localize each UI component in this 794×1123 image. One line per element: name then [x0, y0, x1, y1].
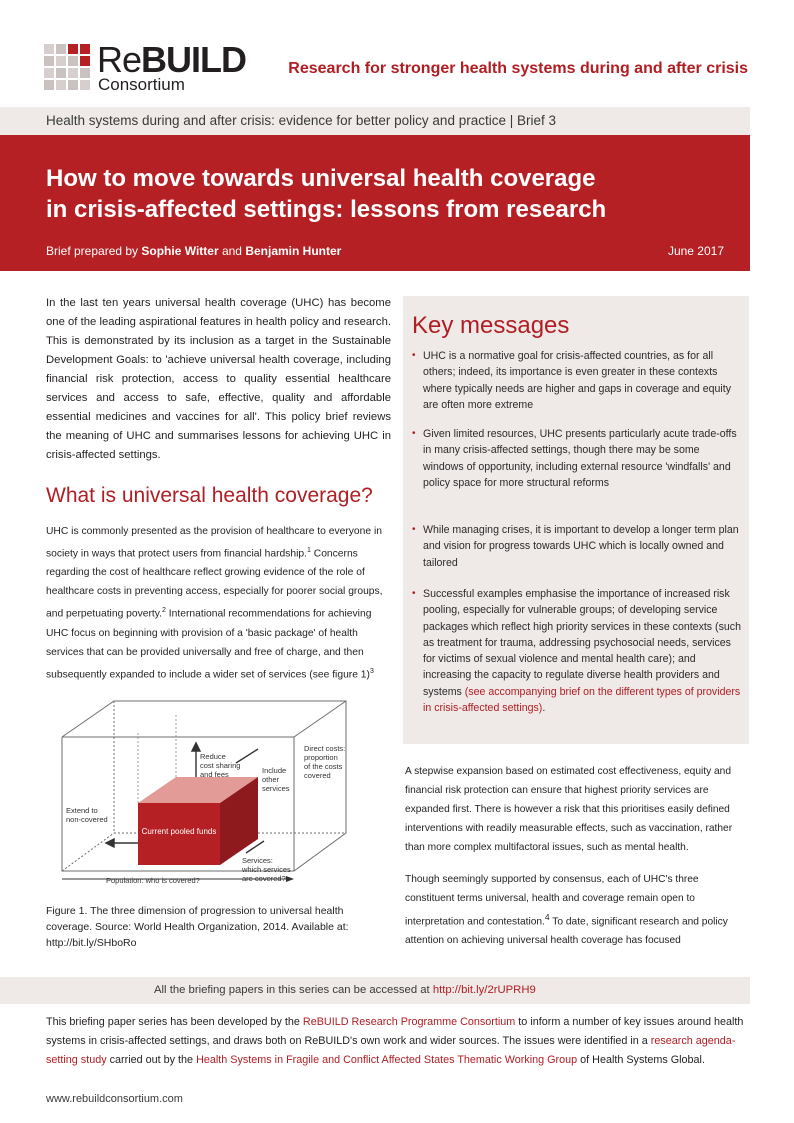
footer-text-4: of Health Systems Global. — [577, 1054, 705, 1066]
series-label: Health systems during and after crisis: evidence for better policy and practice | Brief 3 — [46, 113, 556, 128]
fig-reduce-1: Reduce — [200, 752, 226, 761]
caption-source: Source: World Health Organization, 2014. Available at: http://bit.ly/SHboRo — [46, 921, 349, 949]
fig-direct-4: covered — [304, 771, 331, 780]
fig-include-1: Include — [262, 766, 287, 775]
bullet-icon: • — [412, 350, 416, 361]
access-text — [154, 984, 536, 996]
fig-direct-3: of the costs — [304, 762, 343, 771]
fig-extend-2: non-covered — [66, 815, 108, 824]
title-line-2: in crisis-affected settings: lessons from research — [46, 196, 607, 223]
providers-brief-link[interactable]: (see accompanying brief on the different types of providers in crisis-affected settings) — [423, 685, 741, 715]
figure-caption — [46, 903, 391, 951]
footer-paragraph — [46, 1013, 746, 1070]
page-title — [46, 163, 696, 225]
uhc-cube-figure — [46, 693, 386, 893]
agenda-setting-study-link[interactable]: research agenda-setting study — [46, 1035, 736, 1066]
para1-b: Concerns regarding the cost of healthcare reflect growing evidence of the role of healthcare costs in preventing access, especially for poorer social groups, and perpetuating poverty. — [46, 548, 383, 620]
key-messages-title: Key messages — [412, 312, 570, 339]
rebuild-logo — [44, 39, 247, 94]
logo-grid-icon — [44, 44, 92, 92]
consensus-paragraph — [405, 870, 745, 950]
fig-services-1: Services: — [242, 856, 273, 865]
bullet-icon: • — [412, 588, 416, 599]
key-message-item — [412, 348, 743, 413]
logo-re: Re — [97, 39, 142, 80]
footer-text-2: to inform a number of key issues around health systems in crisis-affected settings, and draws both on ReBUILD's own work and wider sources. The issues were identified in a — [46, 1016, 744, 1047]
publication-date: June 2017 — [667, 244, 724, 258]
bullet-icon: • — [412, 428, 416, 439]
key-message-item — [412, 522, 743, 571]
author-1: Sophie Witter — [141, 244, 219, 258]
footnote-ref-3: 3 — [369, 667, 374, 675]
key-message-text: Successful examples emphasise the importance of increased risk pooling, especially for vulnerable groups; of developing service packages which reflect high priority services in these contexts (such as treatment for trauma, addressing psychosocial needs, services for victims of sexual violence and mental health care); and increasing the capacity to regulate diverse health providers and systems — [423, 588, 741, 698]
logo-wordmark — [97, 39, 247, 80]
section-heading: What is universal health coverage? — [46, 484, 373, 507]
access-label: All the briefing papers in this series can be accessed at — [154, 984, 433, 996]
stepwise-paragraph: A stepwise expansion based on estimated cost effectiveness, equity and financial risk protection can ensure that highest priority services are expanded first. There is however a risk that this prioritises easily defined interventions with readily measurable effects, such as vaccination, rather than more complex multifactoral issues, such as mental health. — [405, 766, 733, 853]
series-band — [0, 107, 750, 135]
byline — [46, 244, 341, 258]
author-2: Benjamin Hunter — [245, 244, 342, 258]
para3-b: To date, significant research and policy attention on achieving universal health coverage has focused — [405, 916, 728, 947]
fig-current-pooled: Current pooled funds — [141, 827, 217, 836]
access-band — [0, 977, 750, 1004]
key-message-text: Given limited resources, UHC presents particularly acute trade-offs in many crisis-affected settings, though there may be some windows of opportunity, including external resource 'windfalls' and policy space for more structural reforms — [423, 428, 737, 489]
bullet-icon: • — [412, 524, 416, 535]
key-message-item — [412, 586, 743, 716]
para1-c: International recommendations for achieving UHC focus on beginning with provision of a 'basic package' of health services that can be provided universally and free of charge, and then subsequently expanded to include a wider set of services (see figure 1) — [46, 608, 372, 681]
tagline: Research for stronger health systems during and after crisis — [288, 60, 748, 77]
footnote-ref-2: 2 — [162, 607, 166, 615]
fig-extend-1: Extend to — [66, 806, 98, 815]
key-messages-box — [403, 296, 749, 744]
fig-services-3: are covered? — [242, 874, 286, 883]
fig-include-3: services — [262, 784, 290, 793]
website-url[interactable]: www.rebuildconsortium.com — [46, 1093, 183, 1105]
key-message-text: While managing crises, it is important to develop a longer term plan and vision for progress towards UHC which is locally owned and tailored — [423, 524, 739, 569]
fig-direct-1: Direct costs: — [304, 744, 346, 753]
fig-services-2: which services — [242, 865, 291, 874]
fig-reduce-3: and fees — [200, 770, 229, 779]
title-band — [0, 135, 750, 271]
logo-subtitle: Consortium — [98, 75, 185, 94]
fig-population: Population: who is covered? — [106, 876, 200, 885]
para1-a: UHC is commonly presented as the provision of healthcare to everyone in society in ways that protect users from financial hardship. — [46, 526, 382, 560]
caption-lead: Figure 1. The three dimension of progression to universal health coverage. — [46, 905, 344, 933]
key-message-item — [412, 426, 743, 491]
title-line-1: How to move towards universal health coverage — [46, 165, 596, 192]
fig-include-2: other — [262, 775, 280, 784]
footnote-ref-1: 1 — [306, 547, 311, 554]
key-message-text: UHC is a normative goal for crisis-affected countries, as for all others; indeed, its importance is even greater in these contexts where typically needs are higher and gaps in coverage and equity are often more extreme — [423, 350, 732, 411]
logo-build: BUILD — [141, 39, 247, 80]
byline-and: and — [218, 244, 246, 258]
footer-text-3: carried out by the — [106, 1054, 197, 1066]
briefing-papers-link[interactable]: http://bit.ly/2rUPRH9 — [432, 984, 536, 996]
footer-text-1: This briefing paper series has been developed by the — [46, 1016, 303, 1028]
rebuild-consortium-link[interactable]: ReBUILD Research Programme Consortium — [302, 1016, 516, 1028]
para3-a: Though seemingly supported by consensus, each of UHC's three constituent terms universal, health and coverage remain open to interpretation and contestation. — [405, 874, 699, 928]
intro-paragraph: In the last ten years universal health coverage (UHC) has become one of the leading aspirational features in health policy and research. This is demonstrated by its inclusion as a target in the Sustainable Development Goals: to 'achieve universal health coverage, including financial risk protection, access to quality essential healthcare services and access to safe, effective, quality and affordable essential medicines and vaccines for all'. This policy brief reviews the meaning of UHC and summarises lessons for achieving UHC in crisis-affected settings. — [46, 297, 391, 461]
byline-prefix: Brief prepared by — [46, 244, 142, 258]
working-group-link[interactable]: Health Systems in Fragile and Conflict Affected States Thematic Working Group — [196, 1054, 578, 1066]
uhc-paragraph — [46, 522, 391, 684]
fig-reduce-2: cost sharing — [200, 761, 241, 770]
key-message-end: . — [542, 702, 546, 715]
fig-direct-2: proportion — [304, 753, 338, 762]
footnote-ref-4: 4 — [544, 912, 550, 922]
